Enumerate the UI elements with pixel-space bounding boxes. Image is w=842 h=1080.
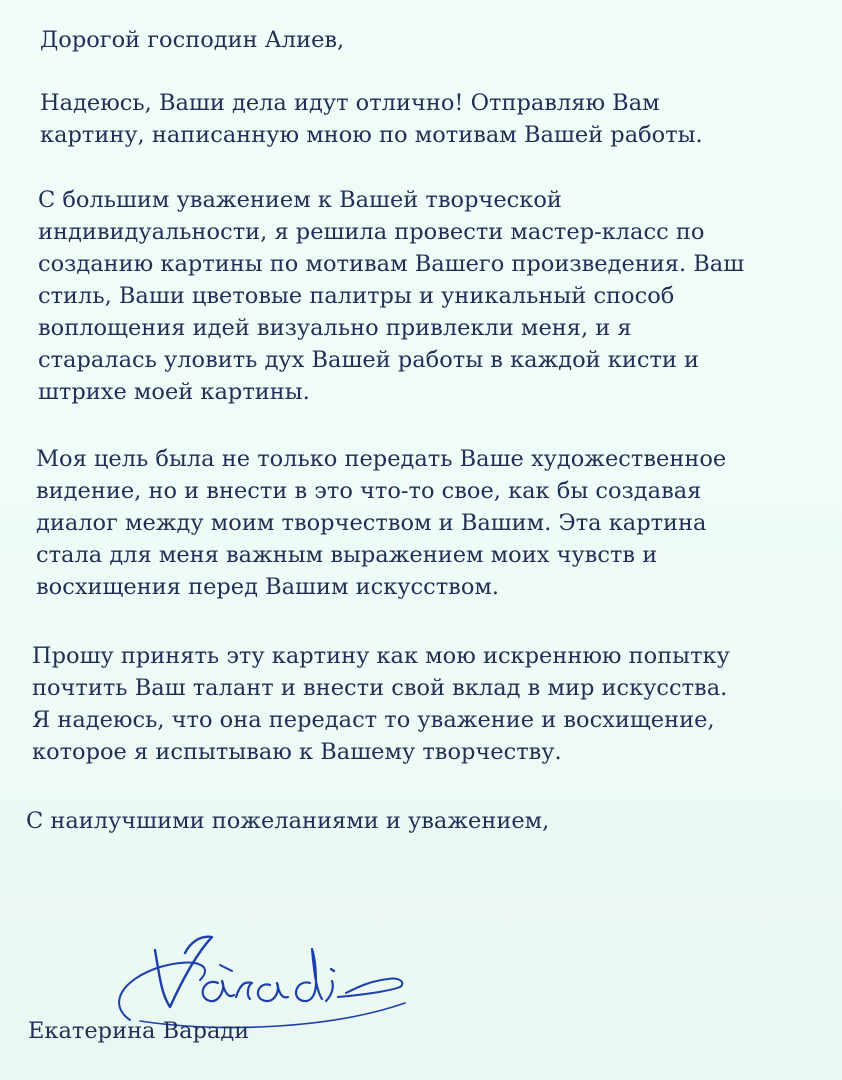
paragraph-line: восхищения перед Вашим искусством. [36,574,500,600]
paragraph-line: Моя цель была не только передать Ваше художественное [36,446,727,472]
paragraph-2 [38,184,838,408]
paragraph-line: созданию картины по мотивам Вашего произведения. Ваш [38,251,745,277]
signer-name: Екатерина Варади [28,1018,250,1044]
paragraph-4 [32,640,832,768]
greeting-line: Дорогой господин Алиев, [40,27,345,53]
paragraph-line: стиль, Ваши цветовые палитры и уникальный способ [38,283,675,309]
paragraph-line: старалась уловить дух Вашей работы в каждой кисти и [38,347,700,373]
signature-block [20,925,480,1055]
paragraph-line: видение, но и внести в это что-то свое, как бы создавая [36,478,702,504]
paragraph-line: штрихе моей картины. [38,379,310,405]
paragraph-line: С большим уважением к Вашей творческой [38,187,562,213]
paragraph-line: стала для меня важным выражением моих чувств и [36,542,658,568]
paragraph-3 [36,443,836,603]
paragraph-1 [40,87,840,151]
paragraph-line: Прошу принять эту картину как мою искреннюю попытку [32,643,730,669]
paragraph-line: Надеюсь, Ваши дела идут отлично! Отправляю Вам [40,90,660,116]
closing-line: С наилучшими пожеланиями и уважением, [26,808,550,834]
paragraph-line: которое я испытываю к Вашему творчеству. [32,739,562,765]
letter-closing [26,805,826,837]
paragraph-line: почтить Ваш талант и внести свой вклад в мир искусства. [32,675,728,701]
paragraph-line: воплощения идей визуально привлекли меня, и я [38,315,632,341]
paragraph-line: индивидуальности, я решила провести мастер-класс по [38,219,705,245]
paragraph-line: картину, написанную мною по мотивам Вашей работы. [40,122,703,148]
paragraph-line: диалог между моим творчеством и Вашим. Эта картина [36,510,707,536]
letter-greeting [40,24,840,56]
paragraph-line: Я надеюсь, что она передаст то уважение и восхищение, [32,707,715,733]
